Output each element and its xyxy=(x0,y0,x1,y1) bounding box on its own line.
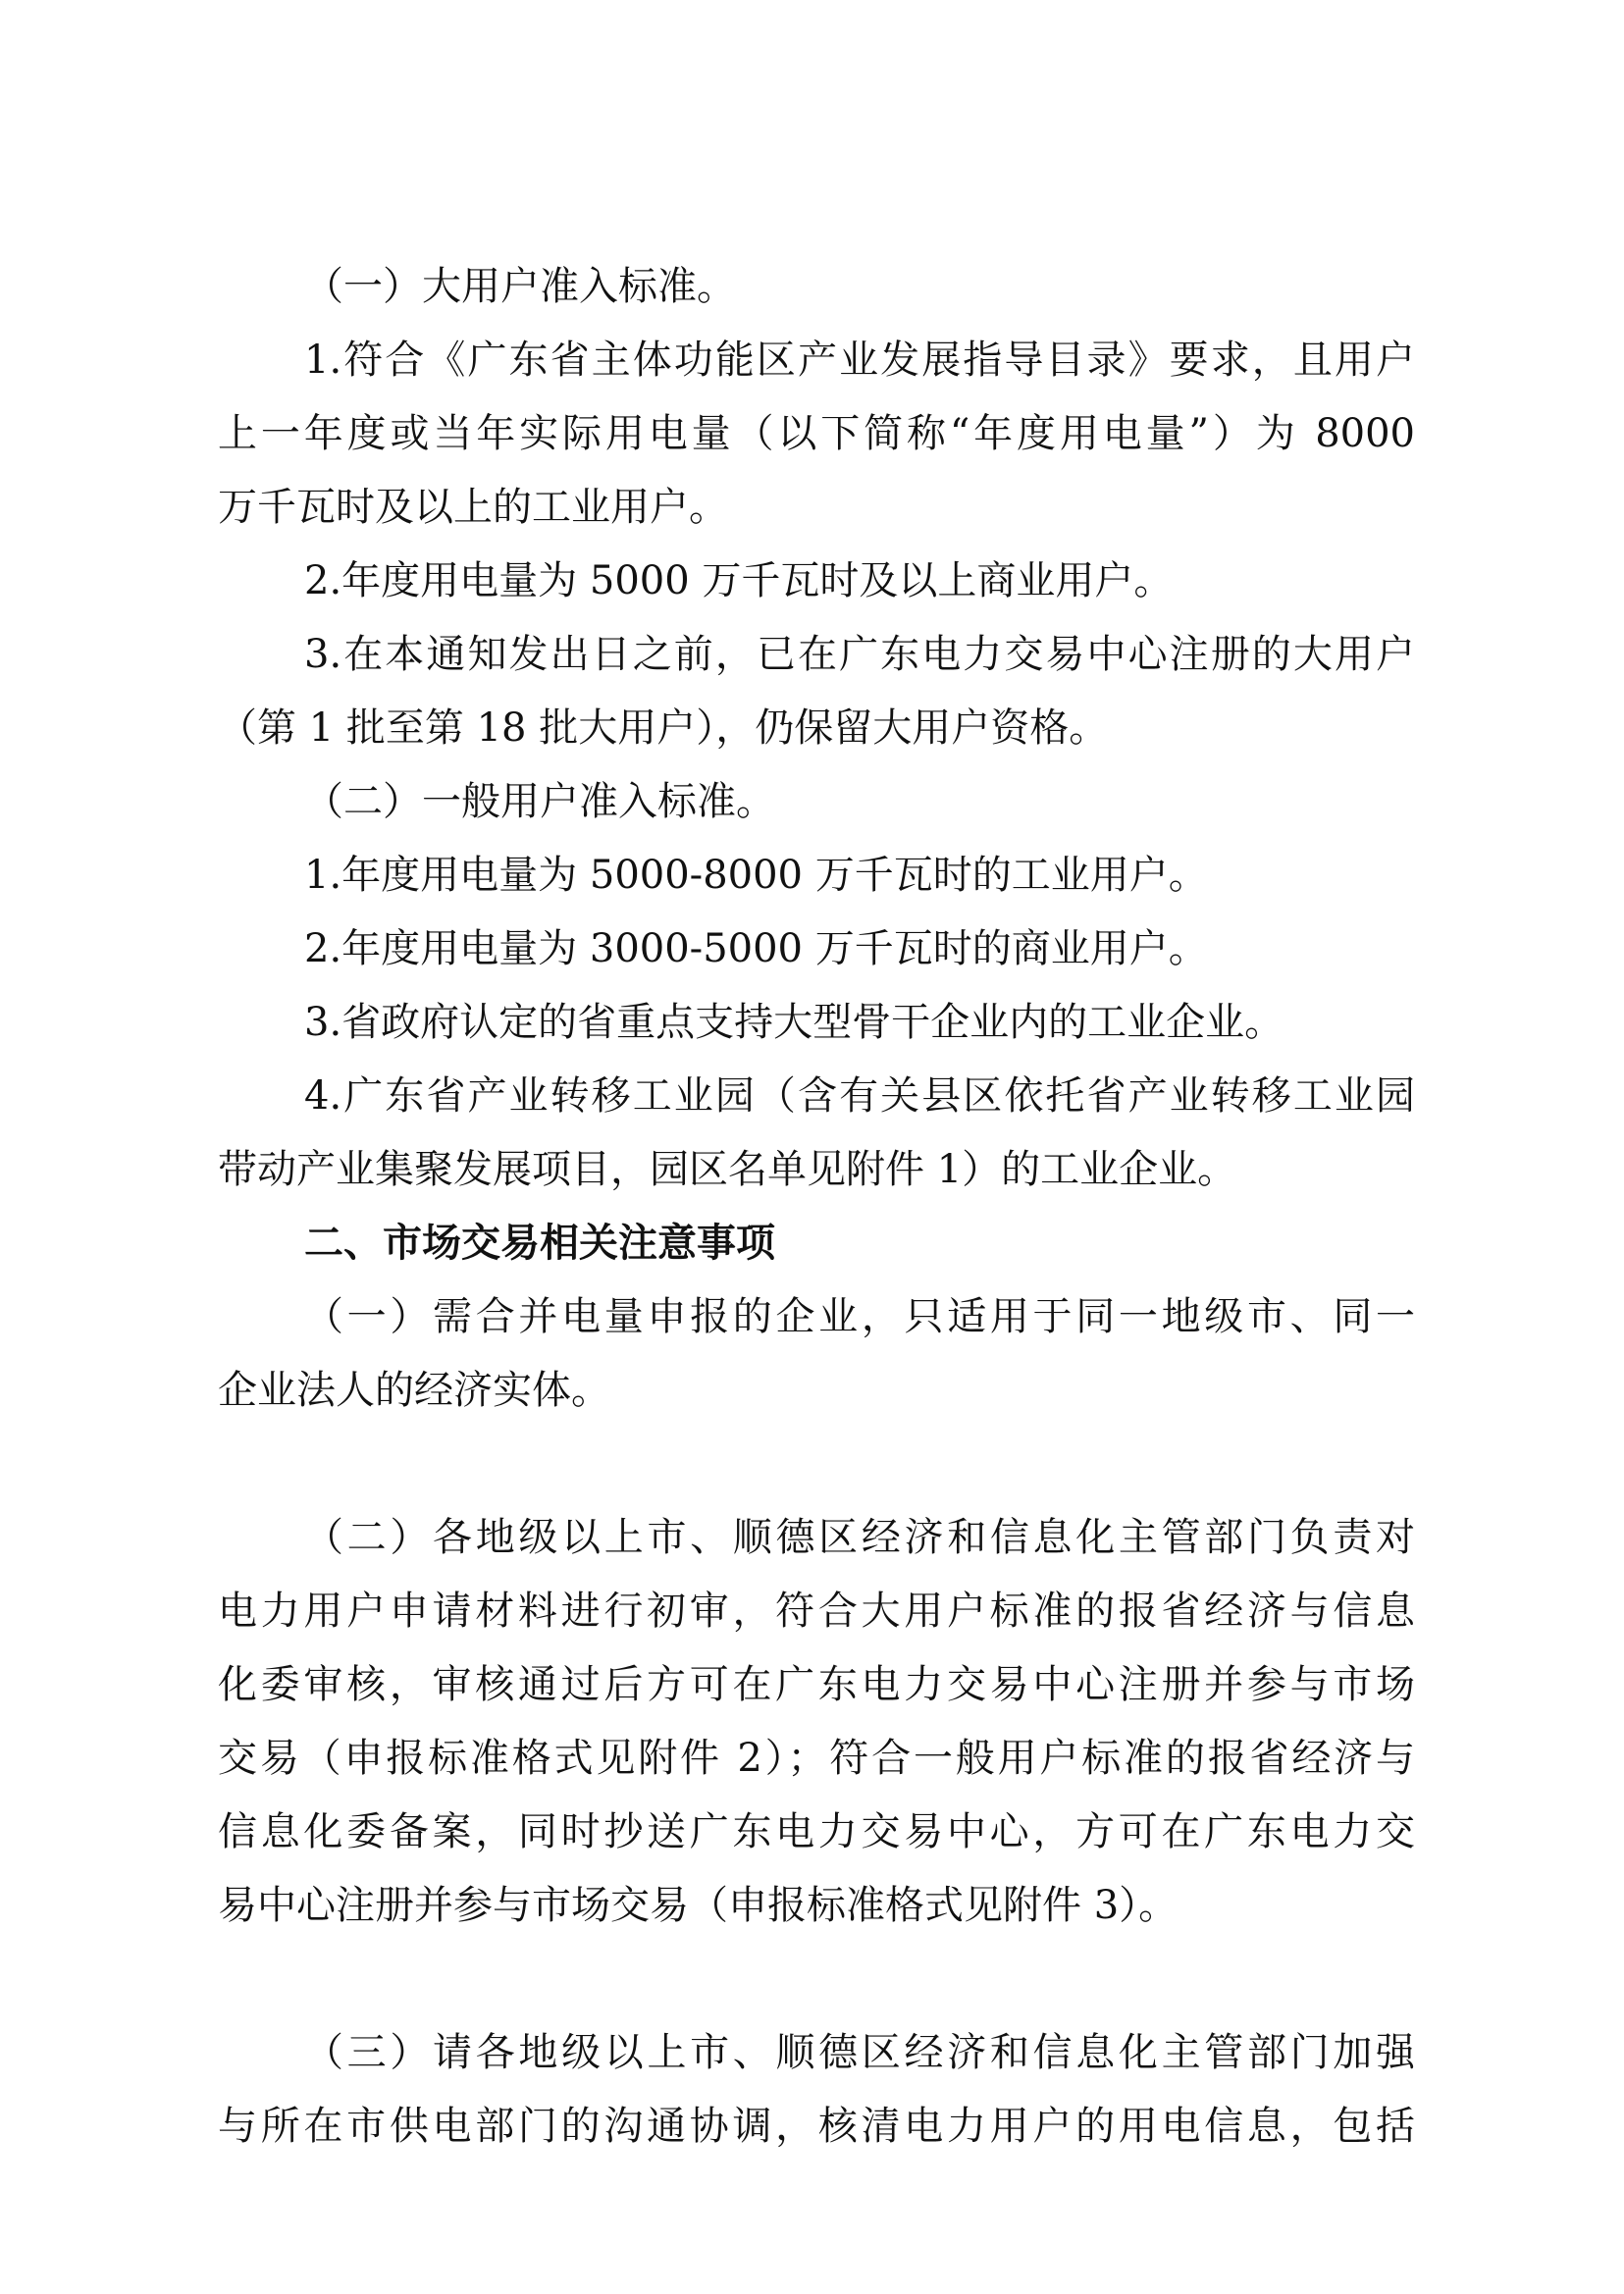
paragraph-line: 化委审核，审核通过后方可在广东电力交易中心注册并参与市场 xyxy=(218,1662,1415,1707)
paragraph-line: （第 1 批至第 18 批大用户），仍保留大用户资格。 xyxy=(218,705,1109,751)
paragraph-line: 企业法人的经济实体。 xyxy=(218,1368,610,1413)
subheading-general-user-standard: （二）一般用户准入标准。 xyxy=(304,779,775,824)
subheading-large-user-standard: （一）大用户准入标准。 xyxy=(304,264,736,309)
paragraph-line: 1.年度用电量为 5000-8000 万千瓦时的工业用户。 xyxy=(304,853,1208,898)
paragraph-line: 电力用户申请材料进行初审，符合大用户标准的报省经济与信息 xyxy=(218,1589,1415,1634)
paragraph-line: （二）各地级以上市、顺德区经济和信息化主管部门负责对 xyxy=(304,1515,1415,1560)
paragraph-line: 2.年度用电量为 3000-5000 万千瓦时的商业用户。 xyxy=(304,926,1208,971)
document-body xyxy=(218,250,1415,2164)
paragraph-line: （三）请各地级以上市、顺德区经济和信息化主管部门加强 xyxy=(304,2030,1415,2075)
paragraph-line: 交易（申报标准格式见附件 2）；符合一般用户标准的报省经济与 xyxy=(218,1736,1415,1781)
paragraph-line: 3.在本通知发出日之前，已在广东电力交易中心注册的大用户 xyxy=(304,632,1415,677)
paragraph-line: 易中心注册并参与市场交易（申报标准格式见附件 3）。 xyxy=(218,1883,1179,1928)
paragraph-spacing xyxy=(218,1943,1415,2016)
paragraph-line: 带动产业集聚发展项目，园区名单见附件 1）的工业企业。 xyxy=(218,1147,1237,1192)
paragraph-line: 2.年度用电量为 5000 万千瓦时及以上商业用户。 xyxy=(304,558,1174,603)
paragraph-line: 1.符合《广东省主体功能区产业发展指导目录》要求，且用户 xyxy=(304,338,1415,383)
paragraph-line: 与所在市供电部门的沟通协调，核清电力用户的用电信息，包括 xyxy=(218,2104,1415,2149)
paragraph-spacing xyxy=(218,1428,1415,1501)
paragraph-line: 3.省政府认定的省重点支持大型骨干企业内的工业企业。 xyxy=(304,1000,1284,1045)
paragraph-line: 4.广东省产业转移工业园（含有关县区依托省产业转移工业园 xyxy=(304,1073,1415,1119)
paragraph-line: （一）需合并电量申报的企业，只适用于同一地级市、同一 xyxy=(304,1294,1415,1339)
paragraph-line: 万千瓦时及以上的工业用户。 xyxy=(218,485,728,530)
section-heading-market-notes: 二、市场交易相关注意事项 xyxy=(304,1221,775,1266)
paragraph-line: 上一年度或当年实际用电量（以下简称“年度用电量”）为 8000 xyxy=(218,411,1415,456)
paragraph-line: 信息化委备案，同时抄送广东电力交易中心，方可在广东电力交 xyxy=(218,1809,1415,1854)
